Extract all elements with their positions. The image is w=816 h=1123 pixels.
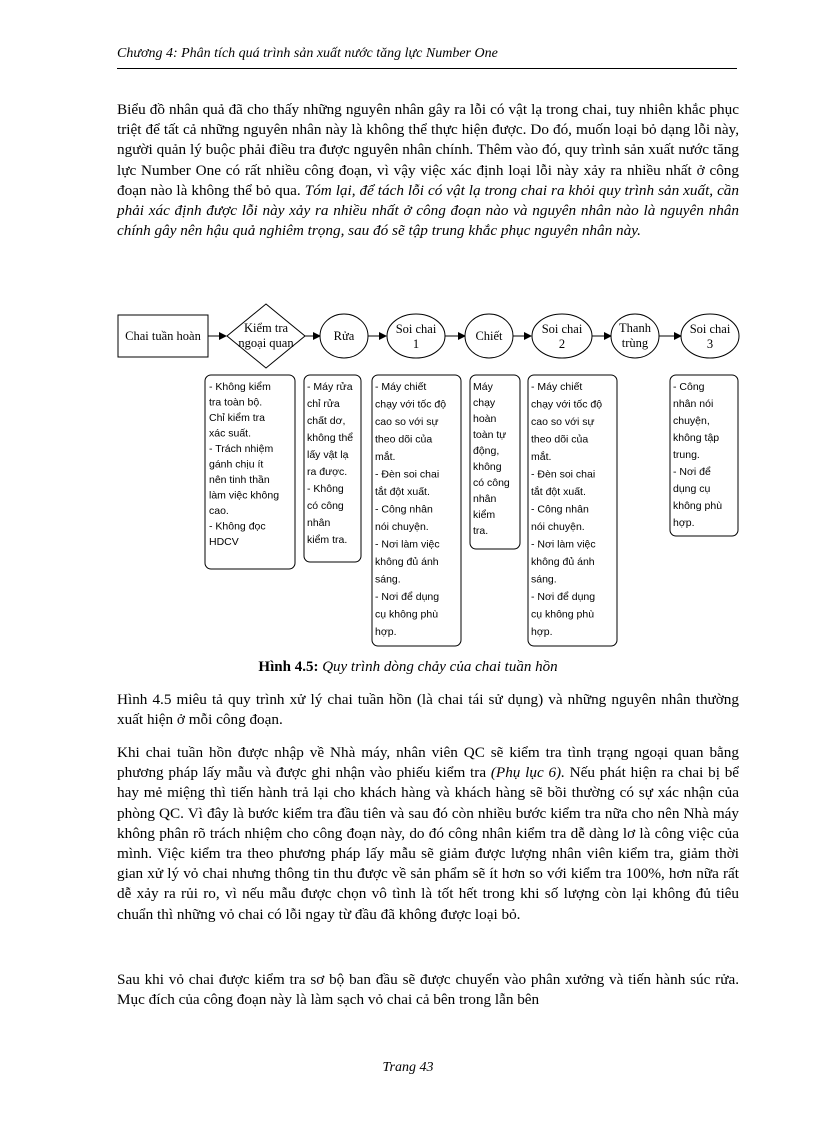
figure-label: Hình 4.5: [258,659,319,675]
note-text-soi-chai-3: - Công nhân nói chuyện, không tập trung. - Nơi để dụng cụ không phù hợp. [673,381,723,529]
note-text-soi-chai-1: - Máy chiết chạy với tốc độ cao so với sự theo dõi của mắt. - Đèn soi chai tắt đột xuất. - Công nhân nói chuyện. - Nơi làm việc không đủ ánh sáng. - Nơi để dụng cụ không phù hợp. [375,381,447,638]
intro-italic-text: Tóm lại, để tách lỗi có vật lạ trong chai ra khỏi quy trình sản xuất, cần phải xác định được lỗi này xảy ra nhiều nhất ở công đoạn nào và nguyên nhân nào là nguyên nhân chính gây nên hậu quả nghiêm trọng, sau đó sẽ tập trung khắc phục nguyên nhân này. [117,181,739,240]
appendix-reference: (Phụ lục 6). [490,764,565,782]
step-label-soi-chai-2: Soi chai 2 [541,322,583,351]
step-label-soi-chai-3: Soi chai 3 [689,322,731,351]
step-label-kiem-tra: Kiểm tra ngoại quan [238,321,294,350]
note-text-kiem-tra: - Không kiểm tra toàn bộ. Chỉ kiểm tra xác suất. - Trách nhiệm gánh chịu ít nên tinh thần làm việc không cao. - Không đọc HDCV [209,381,280,548]
step-shape-soi-chai-3 [681,314,739,358]
step-shape-soi-chai-2 [532,314,592,358]
paragraph-1: Hình 4.5 miêu tả quy trình xử lý chai tuần hồn (là chai tái sử dụng) và những nguyên nhân thường xuất hiện ở mỗi công đoạn. [117,691,739,729]
step-shape-soi-chai-1 [387,314,445,358]
note-text-soi-chai-2: - Máy chiết chạy với tốc độ cao so với sự theo dõi của mắt. - Đèn soi chai tắt đột xuất. - Công nhân nói chuyện. - Nơi làm việc không đủ ánh sáng. - Nơi để dụng cụ không phù hợp. [531,381,603,638]
page-header: Chương 4: Phân tích quá trình sản xuất nước tăng lực Number One [117,46,737,69]
step-label-rua: Rửa [333,329,355,343]
intro-text: Biểu đồ nhân quả đã cho thấy những nguyên nhân gây ra lỗi có vật lạ trong chai, tuy nhiên khắc phục triệt để tất cả những nguyên nhân này là không thể thực hiện được. Do đó, muốn loại bỏ dạng lỗi này, người quản lý buộc phải điều tra được nguyên nhân chính. Thêm vào đó, quy trình sản xuất nước tăng lực Number One có rất nhiều công đoạn, vì vậy việc xác định loại lỗi này xảy ra nhiều nhất ở công đoạn nào là không thể bỏ qua. [117,101,739,199]
step-label-chai-tuan-hoan: Chai tuần hoàn [125,329,201,343]
paragraph-3: Sau khi vỏ chai được kiểm tra sơ bộ ban đầu sẽ được chuyển vào phân xưởng và tiến hành súc rửa. Mục đích của công đoạn này là làm sạch vỏ chai cả bên trong lẫn bên [117,971,739,1009]
figure-caption [0,659,816,676]
figure-title: Quy trình dòng chảy của chai tuần hồn [322,659,558,675]
paragraph-2 [117,743,739,925]
step-label-chiet: Chiết [475,329,503,343]
page-number: Trang 43 [382,1060,434,1075]
note-text-chiet: Máy chạy hoàn toàn tự động, không có công nhân kiểm tra. [473,381,510,537]
step-label-soi-chai-1: Soi chai 1 [395,322,437,351]
note-text-rua: - Máy rửa chỉ rửa chất dơ, không thể lấy vật lạ ra được. - Không có công nhân kiểm tra. [307,381,354,546]
paragraph-2-text-b: Nếu phát hiện ra chai bị bể hay mẻ miệng thì tiến hành trả lại cho khách hàng và khách hàng sẽ bồi thường có sự xác nhận của phòng QC. Vì đây là bước kiểm tra đầu tiên và sau đó còn nhiều bước kiểm tra nữa cho nên Nhà máy không phân rõ trách nhiệm cho công đoạn này, do đó công nhân kiểm tra dễ dàng lơ là công việc của mình. Việc kiểm tra theo phương pháp lấy mẫu sẽ giảm được lượng nhân viên kiểm tra, giảm thời gian xử lý vỏ chai nhưng thông tin thu được về sản phẩm sẽ ít hơn so với kiểm tra 100%, hơn nữa rất dễ xảy ra rủi ro, vì nếu mẫu được chọn vô tình là tốt hết trong khi số lượng còn lại không đủ tiêu chuẩn thì những vỏ chai có lỗi ngay từ đầu đã không được loại bỏ. [117,764,740,923]
intro-paragraph [117,100,739,241]
step-label-thanh-trung: Thanh trùng [619,321,651,350]
paragraph-2-text-a: Khi chai tuần hồn được nhập về Nhà máy, nhân viên QC sẽ kiểm tra tình trạng ngoại quan bằng phương pháp lấy mẫu và được ghi nhận vào phiếu kiểm tra [117,744,739,782]
process-flow-diagram [0,295,816,655]
